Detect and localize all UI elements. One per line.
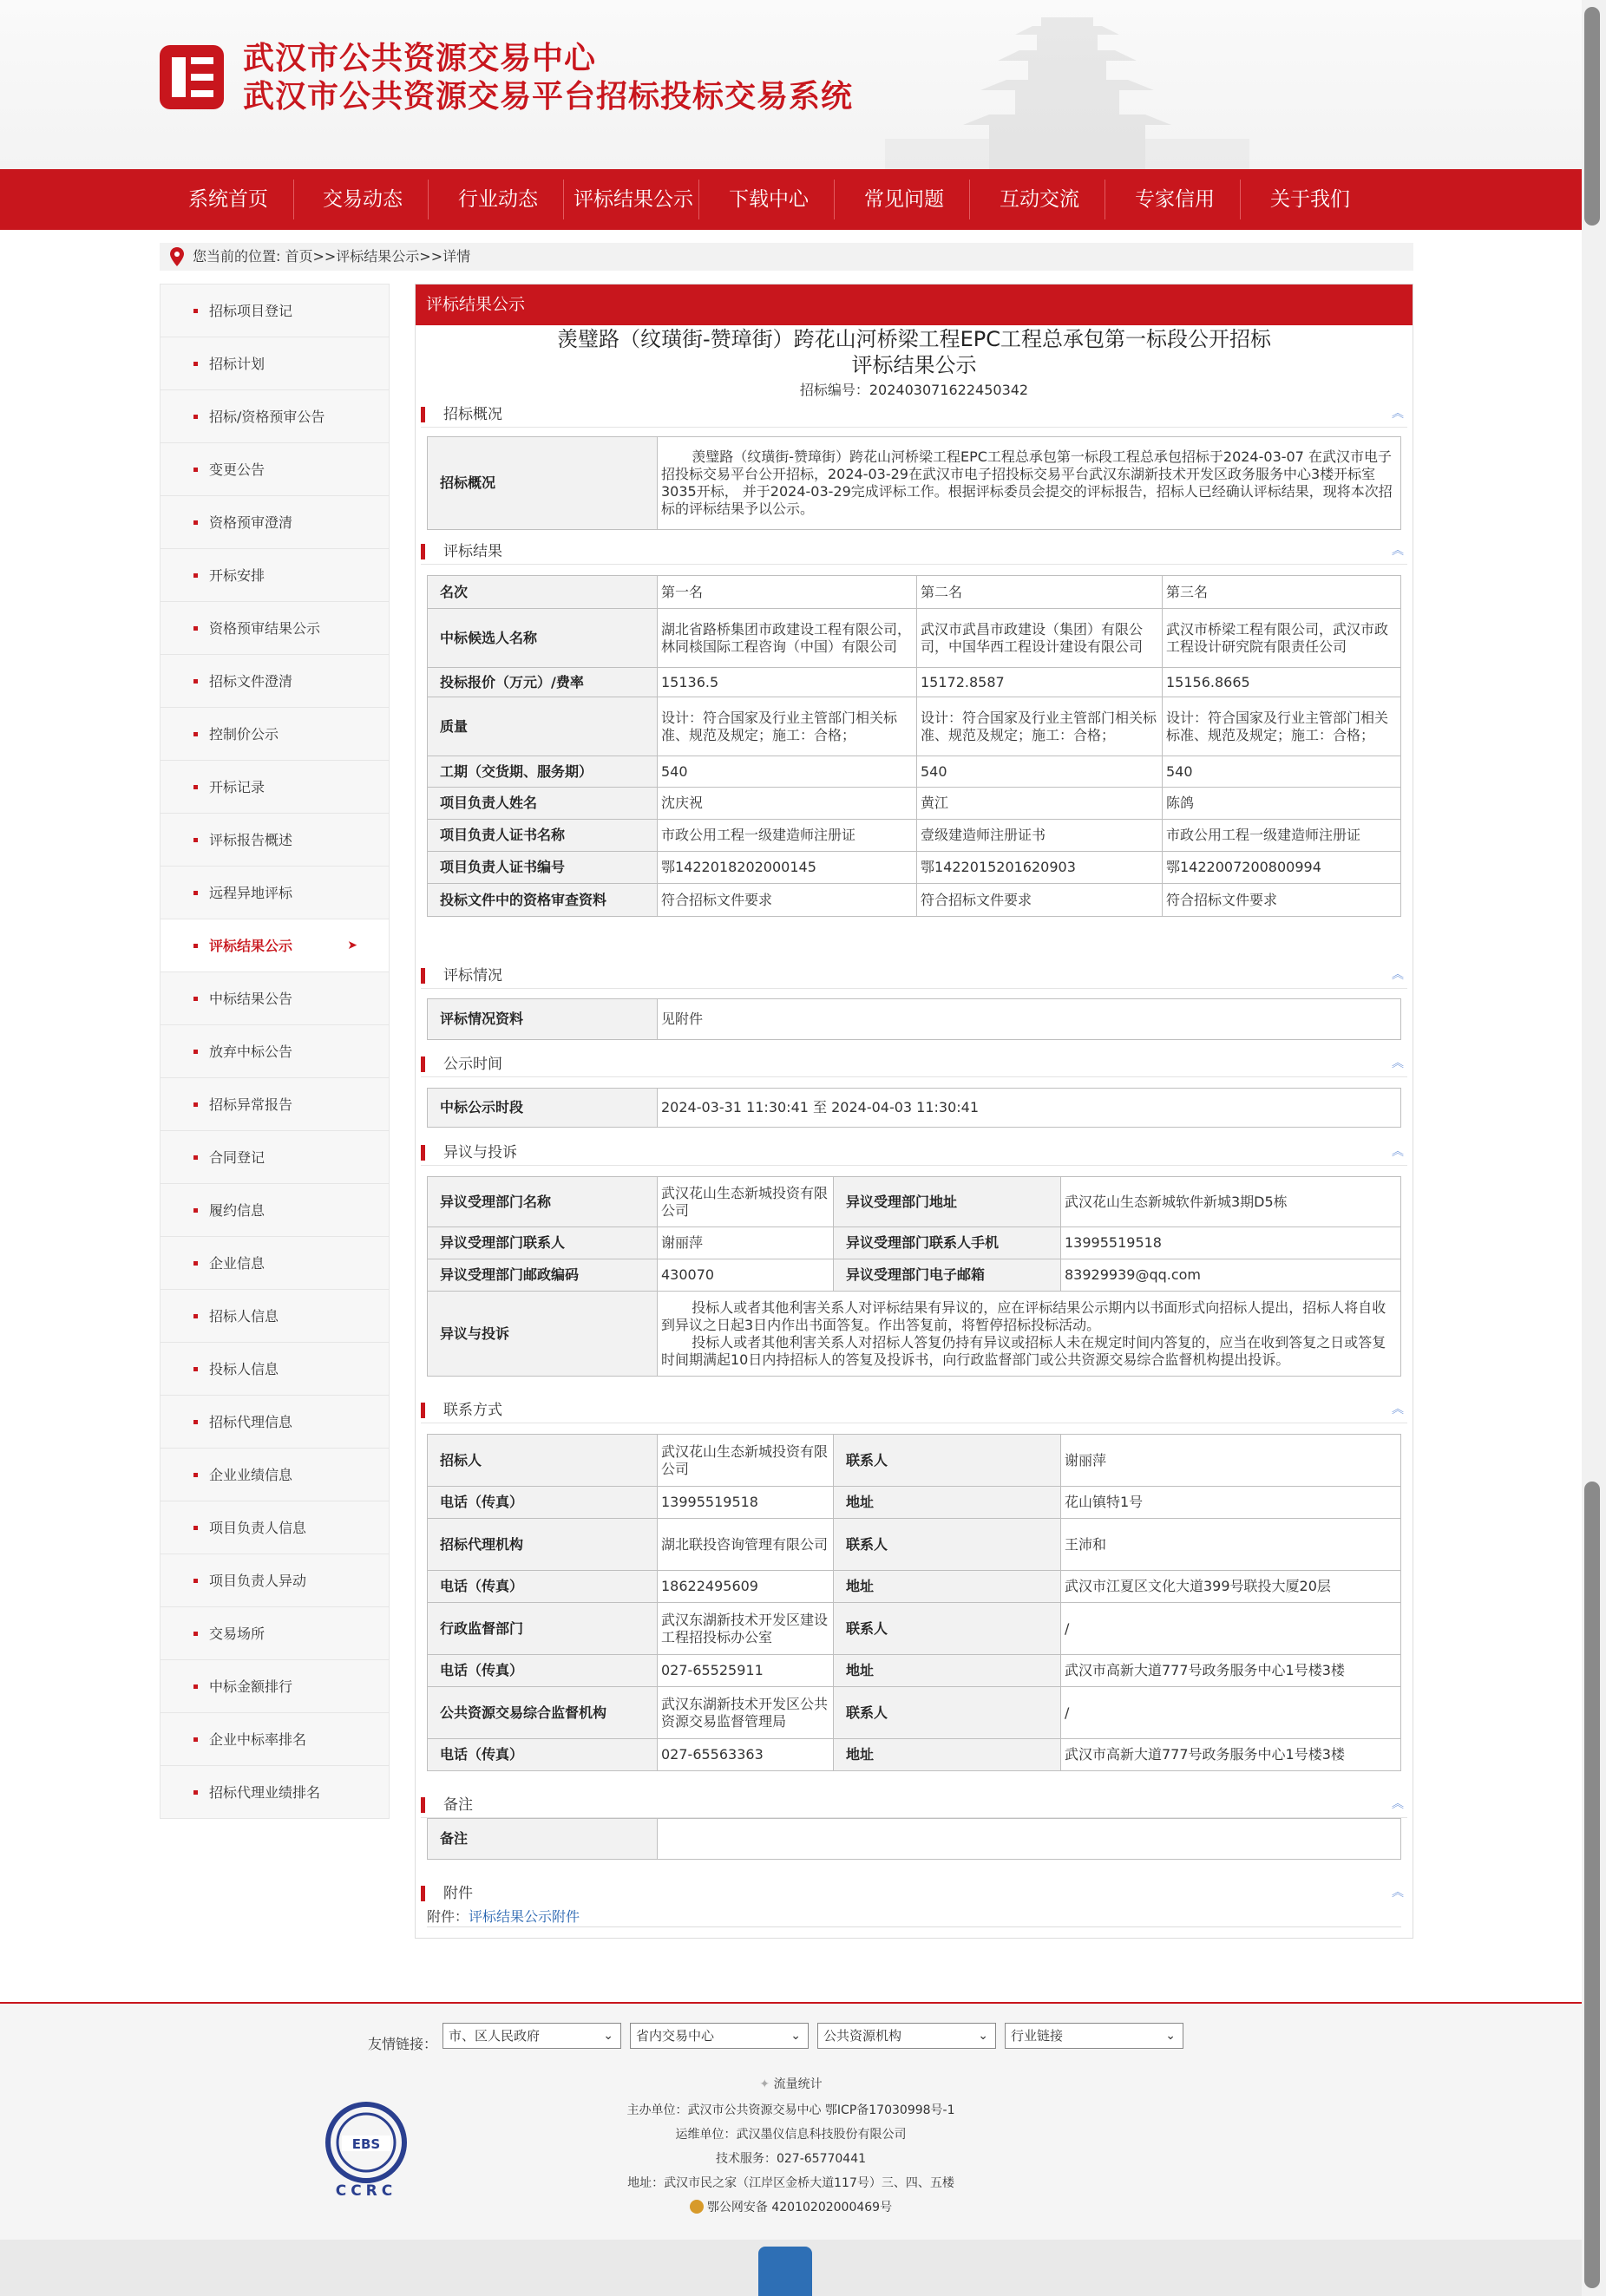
table-row: 电话（传真） 027-65525911 地址 武汉市高新大道777号政务服务中心1号楼3楼	[428, 1655, 1401, 1687]
table-row: 投标文件中的资格审查资料 符合招标文件要求 符合招标文件要求 符合招标文件要求	[428, 884, 1401, 917]
nav-expert-credit[interactable]: 专家信用	[1135, 188, 1215, 211]
main-content	[415, 284, 1413, 1939]
site-footer	[0, 2004, 1582, 2240]
chevron-down-icon: ⌄	[1165, 2029, 1176, 2043]
table-row: 电话（传真） 027-65563363 地址 武汉市高新大道777号政务服务中心1号楼3楼	[428, 1739, 1401, 1771]
section-publicity-header: 公示时间 ︽	[421, 1054, 1407, 1075]
sidebar-item-control-price[interactable]: 控制价公示	[161, 708, 389, 761]
collapse-icon[interactable]: ︽	[1392, 1797, 1404, 1811]
footer-operator: 运维单位：武汉墨仪信息科技股份有限公司	[675, 2128, 907, 2142]
section-objection-header: 异议与投诉 ︽	[421, 1142, 1407, 1163]
site-header	[0, 0, 1582, 169]
table-row: 质量 设计：符合国家及行业主管部门相关标准、规范及规定；施工：合格； 设计：符合国家及行业主管部门相关标准、规范及规定；施工：合格； 设计：符合国家及行业主管部门相关标准、规范及规定；施工：合格；	[428, 697, 1401, 756]
remark-table: 备注	[427, 1818, 1401, 1860]
collapse-icon[interactable]: ︽	[1392, 407, 1404, 421]
sidebar-item-contract[interactable]: 合同登记	[161, 1131, 389, 1184]
nav-industry-news[interactable]: 行业动态	[458, 188, 538, 211]
breadcrumb-text[interactable]: 您当前的位置: 首页>>评标结果公示>>详情	[193, 248, 471, 265]
site-logo[interactable]	[160, 45, 224, 109]
collapse-icon[interactable]: ︽	[1392, 1403, 1404, 1416]
sidebar-item-tender-plan[interactable]: 招标计划	[161, 337, 389, 390]
collapse-icon[interactable]: ︽	[1392, 1886, 1404, 1900]
collapse-icon[interactable]: ︽	[1392, 1145, 1404, 1159]
table-row: 名次 第一名 第二名 第三名	[428, 576, 1401, 609]
tender-code: 招标编号：202403071622450342	[799, 382, 1029, 398]
arrow-right-icon: ➤	[347, 939, 357, 952]
table-row: 项目负责人证书名称 市政公用工程一级建造师注册证 壹级建造师注册证书 市政公用工程一级建造师注册证	[428, 820, 1401, 852]
location-pin-icon	[170, 247, 184, 266]
section-contact-header: 联系方式 ︽	[421, 1400, 1407, 1421]
table-row: 招标代理机构 湖北联投咨询管理有限公司 联系人 王沛和	[428, 1519, 1401, 1571]
sidebar-item-opening-record[interactable]: 开标记录	[161, 761, 389, 814]
breadcrumb	[160, 243, 1413, 271]
overview-table	[427, 436, 1401, 530]
overview-label: 招标概况	[428, 437, 658, 530]
evaluation-value: 见附件	[658, 999, 1401, 1040]
table-row: 招标人 武汉花山生态新城投资有限公司 联系人 谢丽萍	[428, 1435, 1401, 1487]
nav-faq[interactable]: 常见问题	[864, 188, 944, 211]
sidebar-item-company-info[interactable]: 企业信息	[161, 1237, 389, 1290]
attachment-row: 附件：评标结果公示附件	[427, 1908, 580, 1925]
table-row: 项目负责人姓名 沈庆祝 黄江 陈鸽	[428, 788, 1401, 820]
sidebar-item-project-registration[interactable]: 招标项目登记	[161, 285, 389, 337]
contact-table	[427, 1434, 1401, 1771]
sidebar-item-abnormal-report[interactable]: 招标异常报告	[161, 1078, 389, 1131]
table-row: 异议受理部门名称 武汉花山生态新城投资有限公司 异议受理部门地址 武汉花山生态新城软件新城3期D5栋	[428, 1177, 1401, 1227]
result-table	[427, 575, 1401, 917]
sidebar-item-tenderer-info[interactable]: 招标人信息	[161, 1290, 389, 1343]
table-row: 工期（交货期、服务期） 540 540 540	[428, 756, 1401, 788]
ccrc-text: CCRC	[335, 2182, 397, 2200]
nav-downloads[interactable]: 下载中心	[729, 188, 809, 211]
table-row: 投标报价（万元）/费率 15136.5 15172.8587 15156.8665	[428, 668, 1401, 697]
nav-bid-results[interactable]: 评标结果公示	[574, 188, 693, 211]
main-nav	[0, 169, 1582, 230]
sidebar-item-manager-change[interactable]: 项目负责人异动	[161, 1554, 389, 1607]
publicity-table: 中标公示时段 2024-03-31 11:30:41 至 2024-04-03 11:30:41	[427, 1088, 1401, 1128]
sidebar-item-doc-clarify[interactable]: 招标文件澄清	[161, 655, 389, 708]
table-row: 异议受理部门联系人 谢丽萍 异议受理部门联系人手机 13995519518	[428, 1227, 1401, 1259]
section-attachment-header: 附件 ︽	[421, 1883, 1407, 1904]
collapse-icon[interactable]: ︽	[1392, 968, 1404, 982]
publicity-period: 2024-03-31 11:30:41 至 2024-04-03 11:30:41	[658, 1089, 1401, 1128]
sidebar-item-remote-eval[interactable]: 远程异地评标	[161, 867, 389, 919]
overview-text: 羡璧路（纹璜街-赞璋街）跨花山河桥梁工程EPC工程总承包第一标段工程总承包招标于2024-03-07 在武汉市电子招投标交易平台公开招标，2024-03-29在武汉市电子招投标交易平台武汉东湖新技术开发区政务服务中心3楼开标室3035开标， 并于2024-03-29完成评标工作。根据评标委员会提交的评标报告，招标人已经确认评标结果，现将本次招标的评标结果予以公示。	[658, 437, 1401, 530]
sidebar-item-manager-info[interactable]: 项目负责人信息	[161, 1501, 389, 1554]
select-industry-links[interactable]: 行业链接 ⌄	[1005, 2023, 1183, 2049]
svg-text:EBS: EBS	[351, 2136, 381, 2152]
section-evaluation-header: 评标情况 ︽	[421, 965, 1407, 986]
scrollbar-thumb[interactable]	[1584, 7, 1600, 226]
nav-home[interactable]: 系统首页	[188, 188, 268, 211]
sidebar-menu	[160, 284, 390, 1819]
friend-links-label: 友情链接：	[368, 2036, 438, 2052]
table-row: 异议受理部门邮政编码 430070 异议受理部门电子邮箱 83929939@qq.com	[428, 1259, 1401, 1292]
complaint-text: 投标人或者其他利害关系人对评标结果有异议的，应在评标结果公示期内以书面形式向招标人提出，招标人将自收到异议之日起3日内作出书面答复。作出答复前，将暂停招标投标活动。 投标人或者其他利害关系人对招标人答复仍持有异议或招标人未在规定时间内答复的，应当在收到答复之日或答复时间期满起10日内持招标人的答复及投诉书，向行政监督部门或公共资源交易综合监督机构提出投诉。	[658, 1292, 1401, 1377]
footer-police-record[interactable]: 鄂公网安备 42010202000469号	[0, 2198, 1582, 2215]
sidebar-item-award-notice[interactable]: 中标结果公告	[161, 972, 389, 1025]
sidebar-item-company-performance[interactable]: 企业业绩信息	[161, 1449, 389, 1501]
sidebar-item-eval-report[interactable]: 评标报告概述	[161, 814, 389, 867]
sidebar-item-award-ranking[interactable]: 中标金额排行	[161, 1660, 389, 1713]
objection-table	[427, 1176, 1401, 1377]
collapse-icon[interactable]: ︽	[1392, 1056, 1404, 1070]
footer-address: 地址：武汉市民之家（江岸区金桥大道117号）三、四、五楼	[627, 2176, 954, 2190]
police-badge-icon	[690, 2200, 704, 2214]
site-title: 武汉市公共资源交易中心 武汉市公共资源交易平台招标投标交易系统	[243, 41, 854, 114]
attachment-link[interactable]: 评标结果公示附件	[469, 1908, 580, 1925]
sidebar-item-agency-info[interactable]: 招标代理信息	[161, 1396, 389, 1449]
section-overview-header: 招标概况 ︽	[421, 404, 1407, 425]
table-row: 项目负责人证书编号 鄂1422018202000145 鄂1422015201620903 鄂1422007200800994	[428, 852, 1401, 884]
page-title: 羡璧路（纹璜街-赞璋街）跨花山河桥梁工程EPC工程总承包第一标段公开招标 评标结果公示	[556, 327, 1272, 377]
nav-interaction[interactable]: 互动交流	[1000, 188, 1079, 211]
chevron-down-icon: ⌄	[603, 2029, 613, 2043]
ebs-logo[interactable]	[324, 2101, 408, 2184]
evaluation-table: 评标情况资料 见附件	[427, 998, 1401, 1040]
sidebar-item-abandon-notice[interactable]: 放弃中标公告	[161, 1025, 389, 1078]
sidebar-item-win-rate-ranking[interactable]: 企业中标率排名	[161, 1713, 389, 1766]
sidebar-item-prequal-clarify[interactable]: 资格预审澄清	[161, 496, 389, 549]
stats-icon: ✦	[759, 2077, 774, 2091]
table-row: 公共资源交易综合监督机构 武汉东湖新技术开发区公共资源交易监督管理局 联系人 /	[428, 1687, 1401, 1739]
section-result-header: 评标结果 ︽	[421, 541, 1407, 562]
footer-support: 技术服务：027-65770441	[715, 2152, 867, 2166]
pagoda-skyline-image	[885, 0, 1249, 169]
collapse-icon[interactable]: ︽	[1392, 544, 1404, 558]
footer-sponsor: 主办单位：武汉市公共资源交易中心 鄂ICP备17030998号-1	[626, 2103, 955, 2117]
traffic-stats[interactable]: ✦ 流量统计	[759, 2077, 823, 2091]
select-provincial-center[interactable]: 省内交易中心 ⌄	[630, 2023, 809, 2049]
select-district-government[interactable]: 市、区人民政府 ⌄	[442, 2023, 621, 2049]
remark-value	[658, 1819, 1401, 1860]
sidebar-item-bidder-info[interactable]: 投标人信息	[161, 1343, 389, 1396]
sidebar-item-venue[interactable]: 交易场所	[161, 1607, 389, 1660]
scrollbar-thumb-secondary[interactable]	[1584, 1482, 1600, 2288]
sidebar-item-prequal-result[interactable]: 资格预审结果公示	[161, 602, 389, 655]
government-site-badge[interactable]	[758, 2247, 812, 2296]
section-remark-header: 备注 ︽	[421, 1795, 1407, 1815]
sidebar-item-opening-schedule[interactable]: 开标安排	[161, 549, 389, 602]
table-row: 电话（传真） 13995519518 地址 花山镇特1号	[428, 1487, 1401, 1519]
table-row: 行政监督部门 武汉东湖新技术开发区建设工程招投标办公室 联系人 /	[428, 1603, 1401, 1655]
sidebar-item-performance[interactable]: 履约信息	[161, 1184, 389, 1237]
main-header: 评标结果公示	[416, 285, 1413, 325]
table-row: 电话（传真） 18622495609 地址 武汉市江夏区文化大道399号联投大厦20层	[428, 1571, 1401, 1603]
select-public-resource-agency[interactable]: 公共资源机构 ⌄	[817, 2023, 996, 2049]
sidebar-item-agency-ranking[interactable]: 招标代理业绩排名	[161, 1766, 389, 1819]
table-row: 异议与投诉 投标人或者其他利害关系人对评标结果有异议的，应在评标结果公示期内以书面形式向招标人提出，招标人将自收到异议之日起3日内作出书面答复。作出答复前，将暂停招标投标活动。 投标人或者其他利害关系人对招标人答复仍持有异议或招标人未在规定时间内答复的，应当在收到答复之日或答复时间期满起10日内持招标人的答复及投诉书，向行政监督部门或公共资源交易综合监督机构提出投诉。	[428, 1292, 1401, 1377]
sidebar-item-change-notice[interactable]: 变更公告	[161, 443, 389, 496]
chevron-down-icon: ⌄	[790, 2029, 801, 2043]
nav-trade-news[interactable]: 交易动态	[323, 188, 403, 211]
chevron-down-icon: ⌄	[978, 2029, 988, 2043]
table-row: 中标候选人名称 湖北省路桥集团市政建设工程有限公司，林同棪国际工程咨询（中国）有限公司 武汉市武昌市政建设（集团）有限公司，中国华西工程设计建设有限公司 武汉市桥梁工程有限公司，武汉市政工程设计研究院有限责任公司	[428, 609, 1401, 668]
sidebar-item-tender-notice[interactable]: 招标/资格预审公告	[161, 390, 389, 443]
nav-about[interactable]: 关于我们	[1270, 188, 1350, 211]
sidebar-item-eval-result[interactable]: 评标结果公示 ➤	[161, 919, 389, 972]
